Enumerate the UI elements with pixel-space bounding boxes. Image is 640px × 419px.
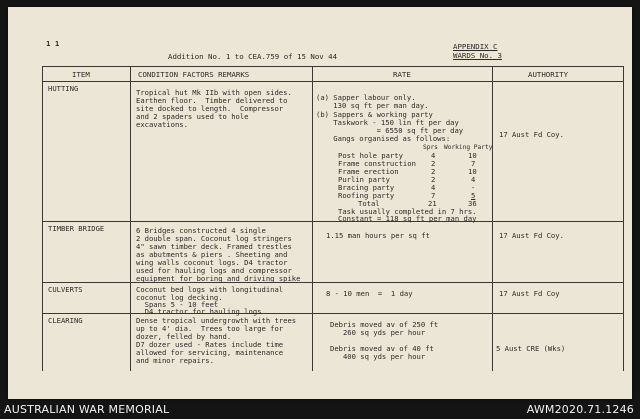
gang-wp: 5 (471, 191, 476, 200)
condition-line: Earthen floor. Timber delivered to (136, 96, 288, 105)
gang-wp: 36 (468, 199, 477, 208)
condition-line: up to 4' dia. Trees too large for (136, 324, 284, 333)
gang-wp: - (471, 183, 476, 192)
gang-name: Total (358, 199, 380, 208)
row-item-hutting: HUTTING (48, 84, 79, 93)
condition-line: Dense tropical undergrowth with trees (136, 316, 297, 325)
gang-wp: 10 (468, 167, 477, 176)
row-authority-hutting: 17 Aust Fd Coy. (499, 130, 564, 139)
condition-line: and 2 spaders used to hole (136, 112, 249, 121)
rate-line: Debris moved av of 40 ft (330, 344, 434, 353)
rate-line: 260 sq yds per hour (330, 328, 426, 337)
rate-line: Constant = 118 sq ft per man day (338, 214, 477, 223)
rate-line: (a) Sapper labour only. (316, 93, 416, 102)
condition-line: and minor repairs. (136, 356, 214, 365)
row-item-clearing: CLEARING (48, 316, 83, 325)
condition-line: 4" sawn timber deck. Framed trestles (136, 242, 292, 251)
footer-accession-number: AWM2020.71.1246 (526, 403, 634, 416)
gang-name: Post hole party (338, 151, 403, 160)
condition-line: equipment for boring and driving spike (136, 274, 301, 283)
table-right-rule (623, 66, 624, 371)
gang-sprs: 2 (431, 167, 436, 176)
condition-line: D7 dozer used - Rates include time (136, 340, 284, 349)
condition-line: 2 double span. Coconut log stringers (136, 234, 292, 243)
gang-sprs: 4 (431, 183, 436, 192)
condition-line: dozer, felled by hand. (136, 332, 232, 341)
rate-line: 130 sq ft per man day. (316, 101, 429, 110)
condition-line: wing walls coconut logs. D4 tractor (136, 258, 288, 267)
rate-line: Debris moved av of 250 ft (330, 320, 439, 329)
column-header-item: ITEM (72, 70, 90, 79)
rate-line: Gangs organised as follows: (316, 134, 451, 143)
rate-line: (b) Sappers & working party (316, 110, 433, 119)
gang-name: Bracing party (338, 183, 395, 192)
gang-name: Frame construction (338, 159, 416, 168)
condition-line: used for hauling logs and compressor (136, 266, 292, 275)
rate-line: 400 sq yds per hour (330, 352, 426, 361)
condition-line: Coconut bed logs with longitudinal (136, 285, 284, 294)
rate-line: Task usually completed in 7 hrs. (338, 207, 477, 216)
wards-label: WARDS No. 3 (453, 51, 502, 60)
row-rate-culverts: 8 - 10 men = 1 day (326, 289, 413, 298)
condition-line: 6 Bridges constructed 4 single (136, 226, 266, 235)
gang-sprs: 4 (431, 151, 436, 160)
column-header-authority: AUTHORITY (528, 70, 569, 79)
condition-line: D4 tractor for hauling logs (136, 307, 262, 316)
gang-wp: 10 (468, 151, 477, 160)
document-title: Addition No. 1 to CEA.759 of 15 Nov 44 (168, 52, 338, 61)
condition-line: Spans 5 - 10 feet (136, 300, 219, 309)
condition-line: as abutments & piers . Sheeting and (136, 250, 288, 259)
gang-name: Purlin party (338, 175, 390, 184)
condition-line: Tropical hut Mk IIb with open sides. (136, 88, 292, 97)
gang-name: Roofing party (338, 191, 395, 200)
document-page (8, 7, 632, 399)
row-item-timber-bridge: TIMBER BRIDGE (48, 224, 105, 233)
gang-head-sprs: Sprs (423, 144, 438, 151)
condition-line: coconut log decking. (136, 293, 223, 302)
gang-sprs: 2 (431, 159, 436, 168)
rate-line: Taskwork - 150 lin ft per day (316, 118, 459, 127)
column-header-rate: RATE (393, 70, 411, 79)
row-rate-timber-bridge: 1.15 man hours per sq ft (326, 231, 430, 240)
column-divider (492, 66, 493, 371)
appendix-label: APPENDIX C (453, 42, 498, 51)
gang-sprs: 2 (431, 175, 436, 184)
rate-line: = 6550 sq ft per day (316, 126, 464, 135)
column-divider (130, 66, 131, 371)
column-header-conditions: CONDITION FACTORS REMARKS (138, 70, 250, 79)
condition-line: allowed for servicing, maintenance (136, 348, 284, 357)
row-authority-clearing: 5 Aust CRE (Wks) (496, 344, 566, 353)
gang-name: Frame erection (338, 167, 399, 176)
footer-credit: AUSTRALIAN WAR MEMORIAL (4, 403, 170, 416)
gang-sprs: 7 (431, 191, 436, 200)
condition-line: excavations. (136, 120, 188, 129)
table-left-rule (42, 66, 43, 371)
condition-line: site docked to length. Compressor (136, 104, 284, 113)
gang-wp: 7 (471, 159, 476, 168)
gang-wp: 4 (471, 175, 476, 184)
gang-sprs: 21 (428, 199, 437, 208)
gang-head-wp: Working Party (444, 144, 493, 151)
column-divider (312, 66, 313, 371)
row-item-culverts: CULVERTS (48, 285, 83, 294)
row-authority-culverts: 17 Aust Fd Coy (499, 289, 560, 298)
row-authority-timber-bridge: 17 Aust Fd Coy. (499, 231, 564, 240)
corner-mark: 1 1 (46, 39, 60, 48)
